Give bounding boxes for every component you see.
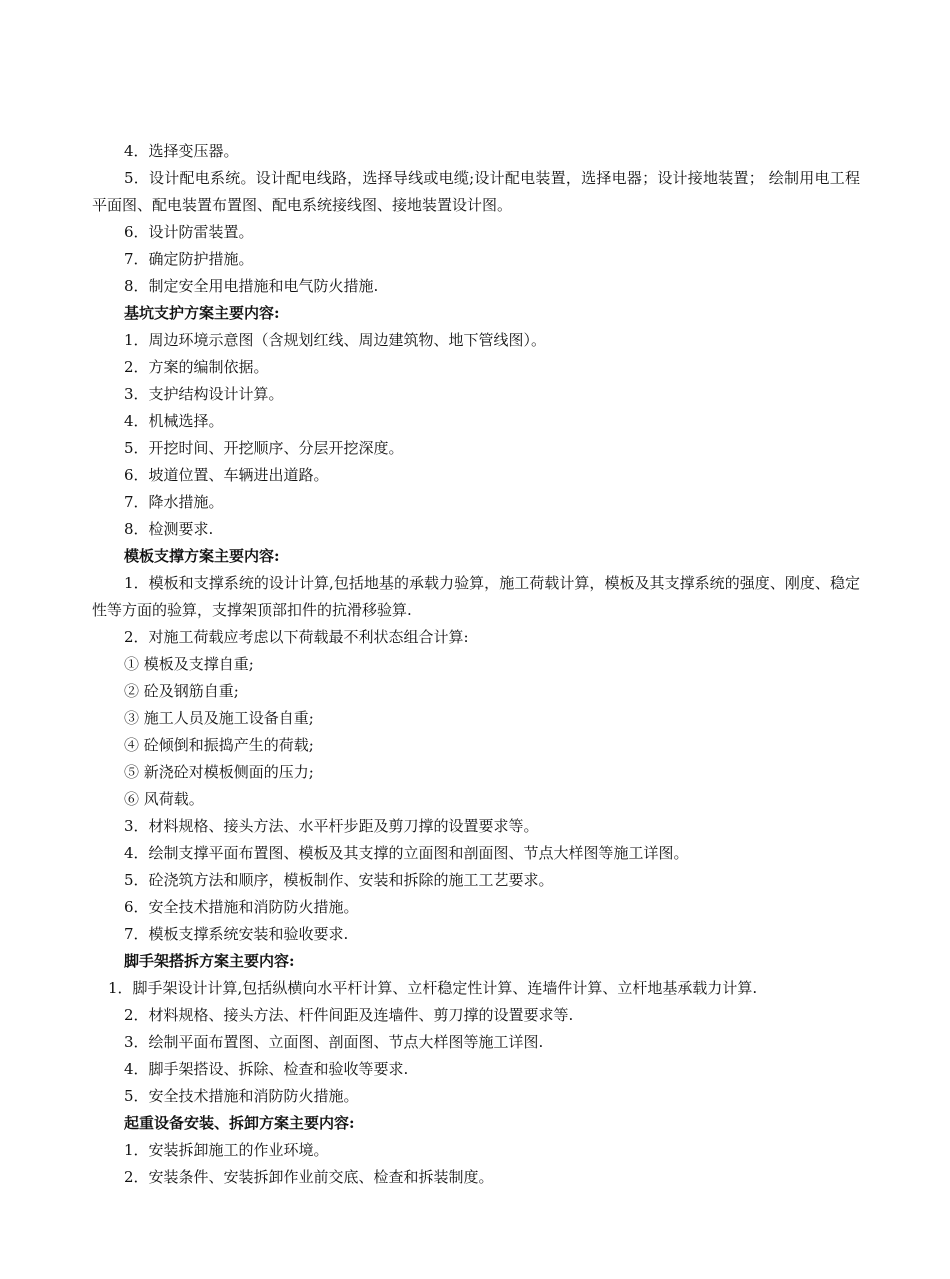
list-item: ④ 砼倾倒和振捣产生的荷载;	[124, 736, 314, 754]
section-heading: 基坑支护方案主要内容:	[124, 304, 280, 322]
list-item: 7．降水措施。	[124, 493, 224, 511]
list-item: 4．脚手架搭设、拆除、检查和验收等要求.	[124, 1060, 409, 1078]
list-item: 1．脚手架设计计算,包括纵横向水平杆计算、立杆稳定性计算、连墙件计算、立杆地基承载力计算.	[108, 979, 758, 997]
list-item: 5．开挖时间、开挖顺序、分层开挖深度。	[124, 439, 404, 457]
list-item: 3．绘制平面布置图、立面图、剖面图、节点大样图等施工详图.	[124, 1033, 544, 1051]
list-item: 7．模板支撑系统安装和验收要求.	[124, 925, 349, 943]
list-item: 6．设计防雷装置。	[124, 223, 254, 241]
list-item: 1．周边环境示意图（含规划红线、周边建筑物、地下管线图）。	[124, 331, 547, 349]
paragraph: 5．设计配电系统。设计配电线路，选择导线或电缆;设计配电装置，选择电器；设计接地装置； 绘制用电工程平面图、配电装置布置图、配电系统接线图、接地装置设计图。	[92, 169, 860, 214]
list-item: 8．检测要求.	[124, 520, 214, 538]
list-item: ① 模板及支撑自重;	[124, 655, 254, 673]
document-body	[92, 138, 860, 1191]
list-item: ⑤ 新浇砼对模板侧面的压力;	[124, 763, 314, 781]
list-item: 2．对施工荷载应考虑以下荷载最不利状态组合计算:	[124, 628, 469, 646]
list-item: 2．安装条件、安装拆卸作业前交底、检查和拆装制度。	[124, 1168, 494, 1186]
list-item: 6．安全技术措施和消防防火措施。	[124, 898, 359, 916]
list-item: 5．安全技术措施和消防防火措施。	[124, 1087, 359, 1105]
list-item: ⑥ 风荷载。	[124, 790, 204, 808]
list-item: 4．绘制支撑平面布置图、模板及其支撑的立面图和剖面图、节点大样图等施工详图。	[124, 844, 689, 862]
list-item: ③ 施工人员及施工设备自重;	[124, 709, 314, 727]
list-item: 5．砼浇筑方法和顺序，模板制作、安装和拆除的施工工艺要求。	[124, 871, 554, 889]
section-heading: 模板支撑方案主要内容:	[124, 547, 280, 565]
list-item: ② 砼及钢筋自重;	[124, 682, 239, 700]
list-item: 4．选择变压器。	[124, 142, 239, 160]
list-item: 6．坡道位置、车辆进出道路。	[124, 466, 329, 484]
list-item: 8．制定安全用电措施和电气防火措施.	[124, 277, 379, 295]
list-item: 7．确定防护措施。	[124, 250, 254, 268]
list-item: 2．方案的编制依据。	[124, 358, 269, 376]
list-item: 2．材料规格、接头方法、杆件间距及连墙件、剪刀撑的设置要求等.	[124, 1006, 574, 1024]
list-item: 3．材料规格、接头方法、水平杆步距及剪刀撑的设置要求等。	[124, 817, 539, 835]
section-heading: 脚手架搭拆方案主要内容:	[124, 952, 295, 970]
section-heading: 起重设备安装、拆卸方案主要内容:	[124, 1114, 355, 1132]
list-item: 4．机械选择。	[124, 412, 224, 430]
paragraph: 1．模板和支撑系统的设计计算,包括地基的承载力验算，施工荷载计算，模板及其支撑系统的强度、刚度、稳定性等方面的验算，支撑架顶部扣件的抗滑移验算.	[92, 574, 860, 619]
list-item: 1．安装拆卸施工的作业环境。	[124, 1141, 329, 1159]
list-item: 3．支护结构设计计算。	[124, 385, 284, 403]
